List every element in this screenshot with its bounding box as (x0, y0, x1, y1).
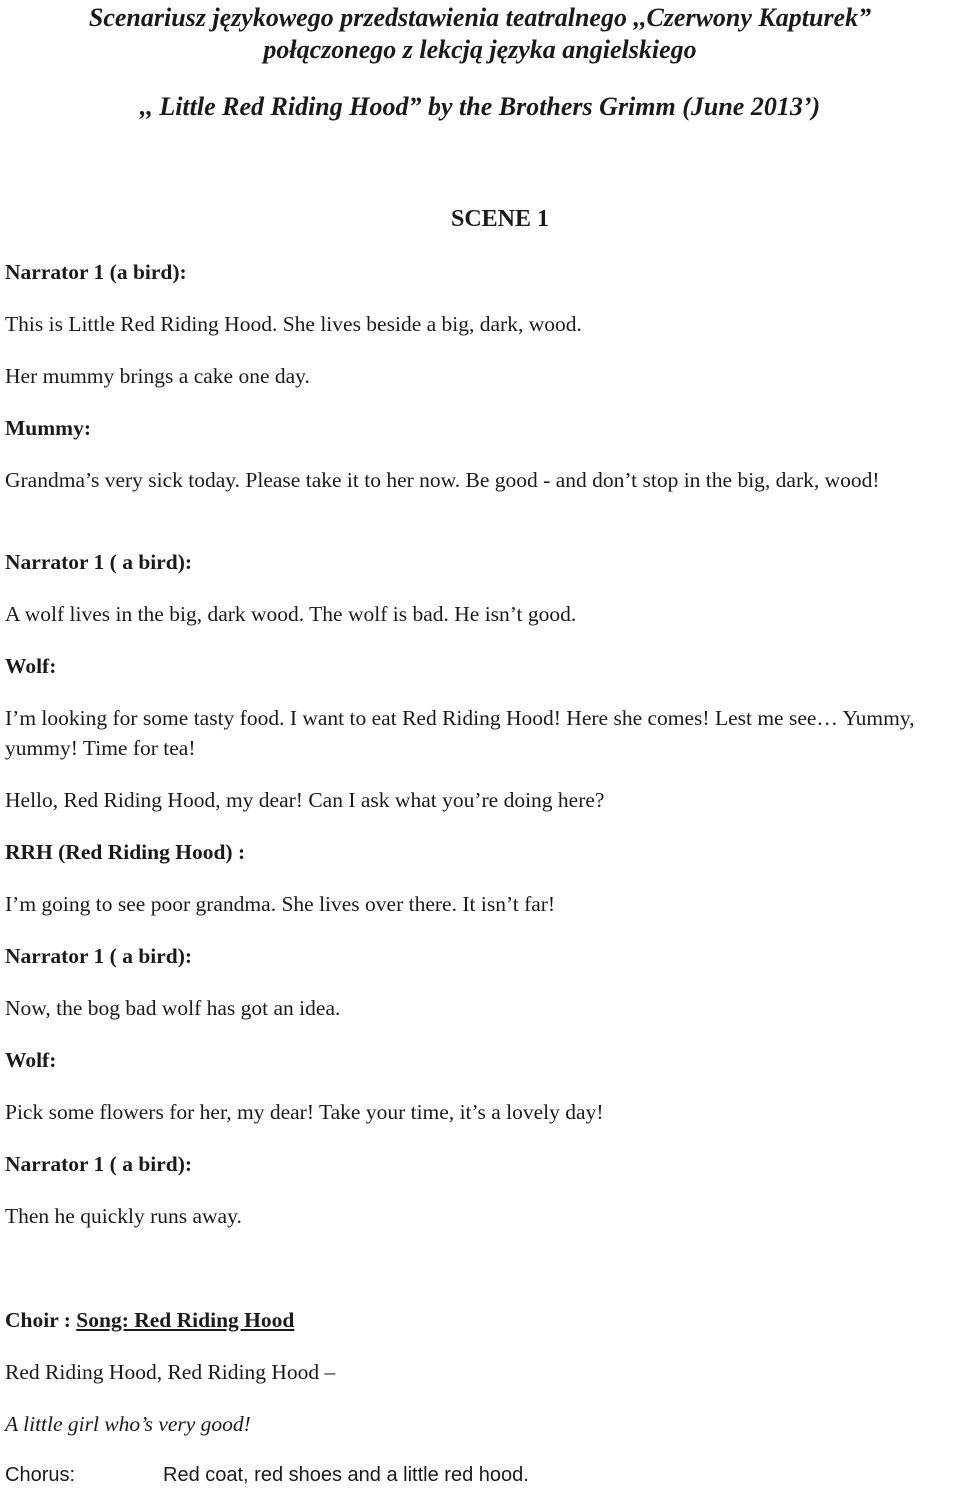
dialogue-line: Now, the bog bad wolf has got an idea. (5, 996, 341, 1020)
document-subtitle: ,, Little Red Riding Hood” by the Brothers Grimm (June 2013’) (139, 92, 821, 121)
speaker-label: Wolf: (5, 1048, 57, 1072)
dialogue-line: This is Little Red Riding Hood. She lives beside a big, dark, wood. (5, 312, 582, 336)
song-title: Song: Red Riding Hood (76, 1308, 295, 1332)
dialogue-line: Her mummy brings a cake one day. (5, 364, 310, 388)
song-heading (5, 1305, 955, 1335)
speaker-label: RRH (Red Riding Hood) : (5, 840, 246, 864)
dialogue-line: Pick some flowers for her, my dear! Take your time, it’s a lovely day! (5, 1100, 604, 1124)
dialogue-line: Grandma’s very sick today. Please take it to her now. Be good - and don’t stop in the big, dark, wood! (5, 468, 880, 492)
scene-heading: SCENE 1 (450, 206, 550, 232)
chorus-text: Red coat, red shoes and a little red hood. (163, 1464, 529, 1486)
dialogue-line: I’m looking for some tasty food. I want to eat Red Riding Hood! Here she comes! Lest me see… Yummy, yummy! Time for tea! (5, 706, 915, 760)
chorus-line (5, 1460, 955, 1490)
document-title-line-2: połączonego z lekcją języka angielskiego (263, 35, 697, 64)
song-line: Red Riding Hood, Red Riding Hood – (5, 1360, 336, 1384)
dialogue-line: A wolf lives in the big, dark wood. The wolf is bad. He isn’t good. (5, 602, 577, 626)
speaker-label: Narrator 1 ( a bird): (5, 550, 193, 574)
song-line: A little girl who’s very good! (5, 1412, 251, 1436)
speaker-label: Narrator 1 ( a bird): (5, 944, 193, 968)
speaker-label: Narrator 1 (a bird): (5, 260, 187, 284)
choir-label: Choir : (5, 1308, 77, 1332)
dialogue-line: I’m going to see poor grandma. She lives over there. It isn’t far! (5, 892, 556, 916)
speaker-label: Mummy: (5, 416, 91, 440)
dialogue-line: Then he quickly runs away. (5, 1204, 242, 1228)
speaker-label: Narrator 1 ( a bird): (5, 1152, 193, 1176)
document-title-line-1: Scenariusz językowego przedstawienia teatralnego ,,Czerwony Kapturek” (88, 3, 872, 32)
speaker-label: Wolf: (5, 654, 57, 678)
chorus-label: Chorus: (5, 1464, 76, 1486)
dialogue-line: Hello, Red Riding Hood, my dear! Can I ask what you’re doing here? (5, 788, 605, 812)
